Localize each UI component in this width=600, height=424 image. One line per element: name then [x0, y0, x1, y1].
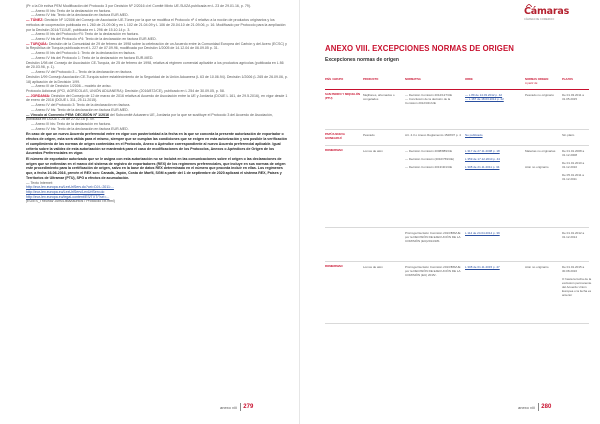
cell-order: — L 89 de 14.03.2012 p. 42 — L 167 de 18.03.2012 p. 42	[465, 93, 504, 101]
paragraph: — Anexo IV del Protocolo 3: Texto de la declaración en factura.	[31, 103, 131, 108]
camaras-logo	[524, 7, 569, 21]
cell-term: De 01.01.2008 a 31.12.2008 De 01.01.2010 a 31.12.2010 De 05.01.2011 a 31.12.2011	[562, 149, 585, 181]
header-order: ORDE	[465, 78, 473, 81]
paragraph	[26, 113, 288, 122]
table-body	[325, 90, 592, 324]
table-header	[325, 76, 589, 90]
cell-country: ROME/RMAN	[325, 264, 343, 268]
left-page-body	[26, 4, 288, 204]
cell-product: Mejillones, ahumados o congelados	[363, 93, 395, 101]
paragraph: — Anexo IV del Protocolo 3 – Texto de la declaración en factura.	[31, 70, 133, 75]
cell-order: No publicado	[465, 133, 483, 137]
paragraph: En caso de que un nuevo Acuerdo preferencial entre en vigor con posterioridad a la fecha en la que se conceda la presente autorización de exportador o efectos de origen, esta será válida para el mismo, siempre que se cumplan las condiciones que se exigen en esta autorización y sea posible la verificación el cumplimiento de las normas de origen contenidas en el Protocolo, Anexo o Apéndice correspondiente al nuevo Acuerdo preferencial aplicable. Igual criterio sobre la validez de esta autorización se mantendrá para el caso de modificaciones de los Protocolos, Anexos o Apéndices de Origen de los Acuerdos Preferenciales en vigor.	[26, 132, 287, 156]
cell-product: Lomos de atún	[363, 265, 383, 269]
paragraph: — Anexo III bis: Texto de la declaración en factura.	[31, 8, 111, 13]
logo-accent-icon	[526, 4, 532, 7]
header-rule: NORMAS ORIGEN	[525, 78, 549, 81]
cell-term: De 01.01.2015 a 30.08.2016 O hasta la fecha de la exclusión permanente del Acuerdo Unión Europea o la fecha es anterior	[562, 265, 592, 297]
paragraph	[26, 42, 288, 51]
paragraph: El número de exportador autorizado que se le asigna con esta autorización no se incluirá en las comunicaciones sobre el origen o las declaraciones de origen que se extiendan en el marco del sistema de registro de exportadores (REX) de los regímenes preferenciales, que incluye en sus normas de origen este procedimiento para la certificación de origen, salvo en la base de datos REX determinado en el número que proceda incluir en ellas. Los regímenes que, a fecha 16-06-2016, prevén el REX son: Canadá, Japón, Costa de Marfil, SGM a partir del 1 de septiembre de 2020 aplicará el sistema REX, Países y Territorios de Ultramar (PTU), SPG a efectos de acumulación.	[26, 157, 286, 180]
table-row	[325, 146, 589, 228]
cell-rule: Atún no originario	[525, 265, 549, 269]
cell-norm: — Decisión Comisión 2008/889/CE — Decisión Comisión (2010/769/UE) — Decisión Comisión 2013/401/UE	[405, 149, 455, 169]
paragraph-text: Decisión Nº 1/2006 del Consejo de Asociación UE-Túnez por la que se modifica el Protocolo nº 4 relativo a la noción de productos originarios y los métodos de cooperación publicada en L 260 de 21.09.06 y en L 102 de 21.04.09 y L 106 de 20.04.10 de 21.09.06, p. 16. Modificado por Protocolo para la ampliación: por la Decisión 2014/711/UE, publicada en L 296 de 15.10.14 p. 3.	[26, 18, 287, 32]
cell-country: ROME/RMAN	[325, 148, 343, 152]
paragraph: — Anexo IV bis: Texto de la declaración en factura EUR-MED.	[31, 13, 129, 18]
header-norm: NORMATIVA	[405, 78, 421, 81]
cell-norm: — Decisión Comisión 2012/127/UE — Conclusión de la decisión de la Comisión 2012/341/UE	[405, 93, 453, 105]
cell-norm: Prórroga Decisión Comisión 2013/BIS/UE por la DECISIÓN DE EJECUCIÓN DE LA COMISIÓN (EU) 2015/..	[405, 265, 461, 277]
header-country: PAÍS / GRUPO	[325, 78, 344, 81]
paragraph: — Anexo III de Decisión 1/2006 – modelo de aviso.	[31, 84, 112, 89]
paragraph: — Anexo III bis del Protocolo nº4: Texto de la declaración en factura.	[31, 32, 139, 37]
left-page-footer	[220, 403, 253, 411]
cell-order: L 114 de 24.04.2014 p. 39	[465, 231, 500, 235]
logo-tagline: CÁMARA DE COMERCIO	[524, 18, 555, 21]
paragraph: — Anexo IV bis del Protocolo 1: Texto de la declaración en factura EUR-MED.	[31, 55, 154, 60]
paragraph-lead: — TÚNEZ:	[26, 18, 44, 23]
cell-product: Lomos de atún	[363, 149, 383, 153]
footer-divider	[240, 403, 241, 411]
header-note: A partir de:	[525, 82, 538, 85]
cell-country: SAN PEDRO Y MIQUELÓN (PTU)	[325, 92, 361, 100]
paragraph-lead[interactable]: — Vinculo al Convenio PEM: DECISIÓN Nº 1/2016	[26, 112, 110, 117]
cell-term: Sin plazo	[562, 133, 575, 137]
section-title: ANEXO VIII. EXCEPCIONES NORMAS DE ORIGEN	[325, 44, 514, 53]
paragraph-text: Decisión del Consejo de 12 de marzo de 2016 relativa al Acuerdo de Asociación entre la UE y Jordania (DOUE L 161, de 29.5.2016), en vigor desde 1 de enero de 2016 (DOUE L 311, 25.11.2015).	[26, 93, 288, 103]
paragraph: — Anexo IV bis: Texto de la declaración en factura EUR-MED.	[31, 107, 129, 112]
paragraph: Protocolo Adicional (IPCI, AGRÍCOLAS, UNIÓN ADUANERA): Decisión (2016/872/CE), publicado en L 254 de 30.09.05, p. 58.	[26, 88, 225, 93]
paragraph: (EU/ES_Tribunal/ Juris/ListaAsuntos / ProtocoloTxt.html)	[26, 199, 115, 204]
reference-link[interactable]: http://eur-lex.europa.eu/LexUriServ/LexUriServ.do	[26, 190, 105, 195]
footer-divider	[538, 403, 539, 411]
cell-term: De 01.01.2012 a 31.12.2014	[562, 231, 585, 239]
paragraph: Decisión 1/99 Consejo Asociación CE-Turquía sobre establecimiento de la Seguridad de la Unión Aduanera (L 63 de 10.06.94). Decisión 1/2006 (L 265 de 26.09.06, p. 18) aplicación de la Decisión 1/99.	[26, 74, 288, 84]
header-product: PRODUCTO	[363, 78, 379, 81]
reference-link[interactable]: http://eur-lex.europa.eu/LexUriServ.do?uri=OJ:L:2011:...	[26, 185, 114, 190]
cell-order: L 308 de 01.11.2015 p. 47	[465, 265, 500, 269]
paragraph: — Anexo III bis: Texto de la declaración en factura.	[31, 121, 111, 126]
table-row	[325, 90, 589, 130]
cell-rule: Materias no originarias Atún no originario	[525, 149, 556, 169]
paragraph: (Pr o la Dir ectiva PEM Modificación del Protocolo 3 por Decisión Nº 2/2016 d el Comité Mixto UE-SUIZA publicada en L 23 de 29.01.16, p. 79).	[26, 4, 251, 8]
page-number: 280	[541, 404, 552, 410]
paragraph: Decisión 1/98 del Consejo de Asociación CE-Turquía, de 25 de febrero de 1998, relativa al régimen comercial aplicable a los productos agrícolas (publicada en L 86 de 20.03.98, p. 1).	[26, 60, 284, 70]
section-subtitle: Excepciones normas de origen	[325, 57, 399, 63]
page-number: 279	[243, 404, 254, 410]
paragraph	[26, 94, 288, 103]
paragraph: — Texto Internet:	[26, 180, 53, 185]
footer-label: anexo viii	[220, 404, 237, 410]
table-row	[325, 228, 589, 262]
table-row	[325, 262, 592, 324]
reference-link[interactable]: http://eur-lex.europa.eu/legal-content/ES/TXT/?uri=...	[26, 194, 110, 199]
exceptions-table	[325, 76, 592, 324]
paragraph-lead: — TURQUÍA:	[26, 41, 48, 46]
cell-term: De 01.03.2011 a 31.05.2015	[562, 93, 584, 101]
footer-label: anexo viii	[518, 404, 535, 410]
paragraph: — Anexo IV bis: Texto de la declaración en factura EUR-MED.	[31, 126, 129, 131]
table-row	[325, 130, 589, 146]
paragraph: — Anexo III bis del Protocolo 1: Texto de la declaración en factura.	[31, 51, 136, 56]
cell-product: Pescado	[363, 133, 375, 137]
paragraph-text: Decisión de la Comunidad de 29 de febrero de 1998 sobre la celebración de un Acuerdo entre la Comunidad Europea del Carbón y del Acero (ECSC) y la República de Turquía publicada en el L 227 de 07.09.96, modificada por Decisión 1/2005 de 14.12.04 de 06.09.05 p. 31.	[26, 41, 287, 51]
header-term: PLAZOS	[562, 78, 573, 81]
cell-rule: Pescado no originario	[525, 93, 555, 97]
paragraph-text: del Subcomité Aduanero UE, Jordania por la que se sustituye el Protocolo 3 del Acuerdo de Asociación, publicada en DOUE L 26 de 27.02.16 p. 49.	[26, 112, 273, 122]
paragraph-lead: — JORDANIA:	[26, 93, 51, 98]
right-page	[300, 0, 600, 424]
paragraph: — Anexo IV bis del Protocolo nº4: Texto de la declaración en factura EUR-MED.	[31, 37, 157, 42]
paragraph	[26, 18, 288, 32]
cell-country: PAPÚA NUEVA GUINEA/FIJÍ	[325, 132, 345, 140]
cell-norm: Prórroga Decisión Comisión 2013/BIS/UE por la DECISIÓN DE EJECUCIÓN DE LA COMISIÓN (EU)2014/181	[405, 231, 461, 243]
right-page-footer	[518, 403, 551, 411]
cell-norm: Art. 4.3 o Anexo Reglamento 1528/07 p. 4	[405, 133, 461, 137]
cell-order: L 317 de 27.11.2008 p. 18 L 359 de 17.12.2010 p. 44 L 308 de 21.11.2011 p. 34	[465, 149, 500, 169]
logo-wordmark: Cámaras	[524, 6, 570, 17]
